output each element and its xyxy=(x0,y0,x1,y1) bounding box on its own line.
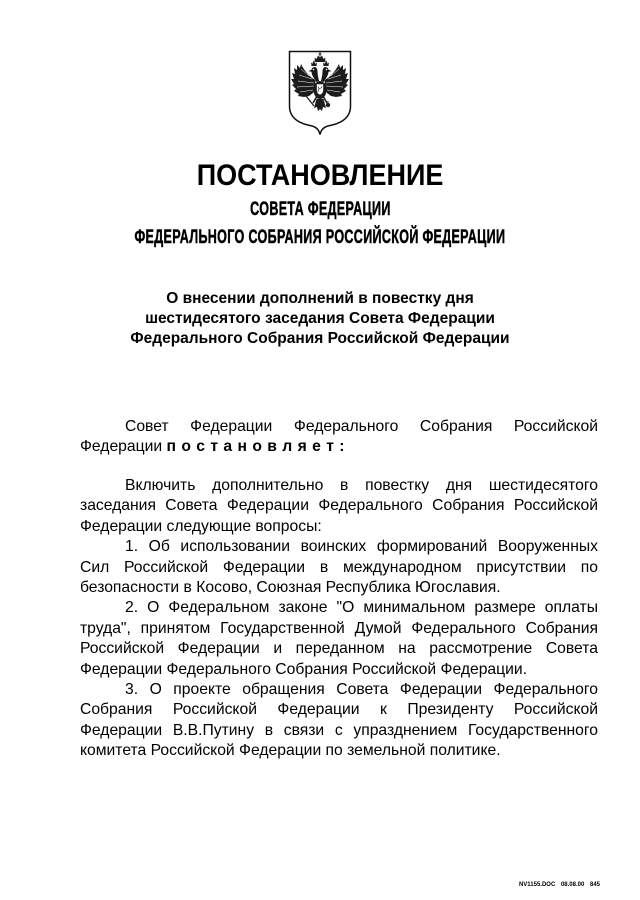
issuer-line-2 xyxy=(0,228,640,248)
file-stamp: NV1155.DOC 08.08.00 845 xyxy=(518,882,600,888)
preamble-line: Совет Федерации Федерального Собрания Российской xyxy=(125,418,598,435)
item-3-line: Собрания Российской Федерации к Президенту Российской xyxy=(80,701,598,719)
document-type-heading xyxy=(0,160,640,192)
subject-line: шестидесятого заседания Совета Федерации xyxy=(145,310,495,327)
item-2-line: 2. О Федеральном законе "О минимальном размере оплаты xyxy=(125,599,598,617)
preamble-paragraph xyxy=(80,417,598,458)
coat-of-arms-icon xyxy=(288,50,352,136)
item-1-line: Сил Российской Федерации в международном присутствии по xyxy=(80,558,598,576)
intro-line: Федерации следующие вопросы: xyxy=(80,517,322,535)
item-3-line: 3. О проекте обращения Совета Федерации Федерального xyxy=(125,680,598,698)
preamble-line xyxy=(80,437,598,457)
item-2-line: Российской Федерации и переданном на рассмотрение Совета xyxy=(80,640,598,658)
issuer-text: СОВЕТА ФЕДЕРАЦИИ xyxy=(249,199,391,220)
item-2-line: труда", принятом Государственной Думой Федерального Собрания xyxy=(80,619,598,637)
subject-heading xyxy=(0,289,640,349)
decree-verb: п о с т а н о в л я е т : xyxy=(166,438,345,456)
document-type: ПОСТАНОВЛЕНИЕ xyxy=(196,159,444,192)
item-3-line: комитета Российской Федерации по земельной политике. xyxy=(80,742,501,760)
intro-line: Включить дополнительно в повестку дня шестидесятого xyxy=(125,477,598,494)
item-3-line: Федерации В.В.Путину в связи с упразднением Государственного xyxy=(80,721,598,739)
item-1-line: 1. Об использовании воинских формирований Вооруженных xyxy=(125,538,598,556)
subject-line: О внесении дополнений в повестку дня xyxy=(166,290,474,307)
preamble-line-text: Федерации xyxy=(80,438,163,456)
item-1-line: безопасности в Косово, Союзная Республика Югославия. xyxy=(80,578,501,596)
item-2-line: Федерации Федерального Собрания Российской Федерации. xyxy=(80,660,528,678)
chest-shield xyxy=(317,84,324,95)
intro-line: заседания Совета Федерации Федерального Собрания Российской xyxy=(80,497,598,515)
resolution-body xyxy=(80,476,598,761)
issuer-text: ФЕДЕРАЛЬНОГО СОБРАНИЯ РОССИЙСКОЙ ФЕДЕРАЦИИ xyxy=(134,227,506,248)
subject-line: Федерального Собрания Российской Федерации xyxy=(130,330,510,347)
issuer-line-1 xyxy=(0,200,640,220)
